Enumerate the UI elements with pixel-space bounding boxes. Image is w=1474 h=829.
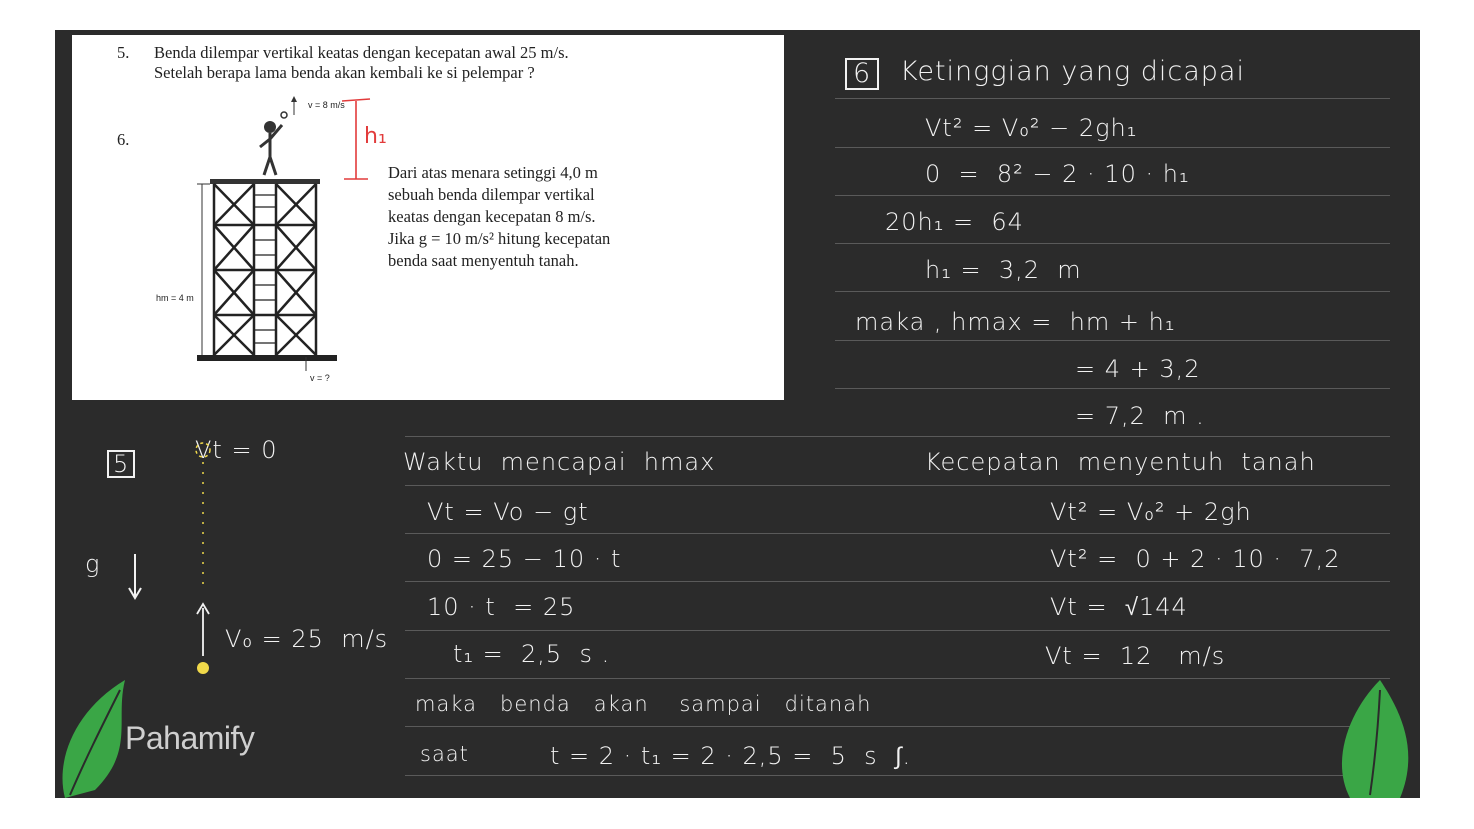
q6-text-line5: benda saat menyentuh tanah.	[388, 251, 579, 270]
rule-line	[405, 533, 1390, 534]
v0-label: V₀ = 25 m/s	[225, 625, 389, 653]
q6-text-line4: Jika g = 10 m/s² hitung kecepatan	[388, 229, 611, 248]
problem-card	[72, 35, 784, 400]
solution5-line4: t₁ = 2,5 s .	[453, 640, 611, 668]
tower-frame	[214, 184, 316, 355]
pahamify-logo: Pahamify	[125, 720, 255, 756]
rule-line	[405, 485, 1390, 486]
q6-text-line1: Dari atas menara setinggi 4,0 m	[388, 163, 598, 182]
trajectory-path	[191, 438, 215, 678]
gravity-label: g	[85, 550, 101, 578]
velocity-line3: Vt = √144	[1050, 593, 1188, 621]
ground	[197, 355, 337, 361]
rule-line	[835, 243, 1390, 244]
solution5-conclusion-line2: t = 2 · t₁ = 2 · 2,5 = 5 s ∫.	[550, 742, 912, 770]
fig-ground-velocity-label: v = ?	[310, 373, 330, 383]
solution5-line1: Vt = Vo − gt	[427, 498, 589, 526]
rule-line	[835, 388, 1390, 389]
solution5-box: 5	[107, 450, 135, 478]
solution6-line3: 20h₁ = 64	[885, 208, 1024, 236]
rule-line	[405, 630, 1390, 631]
solution6-line1: Vt² = V₀² − 2gh₁	[925, 114, 1138, 142]
velocity-title: Kecepatan menyentuh tanah	[925, 448, 1316, 476]
ball	[281, 112, 287, 118]
solution5-title: Waktu mencapai hmax	[403, 448, 716, 476]
rule-line	[405, 678, 1390, 679]
rule-line	[835, 98, 1390, 99]
person-head	[264, 121, 276, 133]
rule-line	[835, 340, 1390, 341]
velocity-line2: Vt² = 0 + 2 · 10 · 7,2	[1050, 545, 1341, 573]
gravity-arrow-icon	[127, 552, 143, 602]
rule-line	[405, 726, 1390, 727]
q5-text-line2: Setelah berapa lama benda akan kembali ke si pelempar ?	[154, 63, 535, 82]
rule-line	[835, 291, 1390, 292]
solution5-conclusion-line1: maka benda akan sampai ditanah	[415, 692, 872, 716]
q6-number: 6.	[117, 130, 130, 149]
fig-height-label: hm = 4 m	[156, 293, 194, 303]
velocity-line4: Vt = 12 m/s	[1045, 642, 1226, 670]
solution6-title: Ketinggian yang dicapai	[900, 56, 1245, 87]
solution5-conclusion-prefix: saat	[420, 742, 469, 766]
solution6-line7: = 7,2 m .	[1075, 402, 1205, 430]
rule-line	[405, 581, 1390, 582]
q6-text-line2: sebuah benda dilempar vertikal	[388, 185, 595, 204]
solution6-line4: h₁ = 3,2 m	[925, 256, 1082, 284]
leaf-right-icon	[1320, 670, 1420, 798]
tower-platform	[210, 179, 320, 184]
velocity-line1: Vt² = V₀² + 2gh	[1050, 498, 1252, 526]
rule-line	[835, 195, 1390, 196]
fig-velocity-label: v = 8 m/s	[308, 100, 345, 110]
solution6-line2: 0 = 8² − 2 · 10 · h₁	[925, 160, 1190, 188]
q5-number: 5.	[117, 43, 130, 62]
solution5-line2: 0 = 25 − 10 · t	[427, 545, 622, 573]
h1-annotation: h₁	[364, 124, 387, 149]
q5-text-line1: Benda dilempar vertikal keatas dengan kecepatan awal 25 m/s.	[154, 43, 569, 62]
vt-zero-label: Vt = 0	[195, 436, 278, 464]
q6-text-line3: keatas dengan kecepatan 8 m/s.	[388, 207, 596, 226]
solution5-line3: 10 · t = 25	[427, 593, 576, 621]
rule-line	[405, 775, 1390, 776]
rule-line	[405, 436, 1390, 437]
solution6-box: 6	[845, 58, 879, 90]
solution6-line5: maka , hmax = hm + h₁	[855, 308, 1176, 336]
arrow-head	[291, 96, 297, 102]
blackboard	[55, 30, 1420, 798]
solution6-line6: = 4 + 3,2	[1075, 355, 1201, 383]
tower-figure	[142, 95, 382, 395]
rule-line	[835, 147, 1390, 148]
